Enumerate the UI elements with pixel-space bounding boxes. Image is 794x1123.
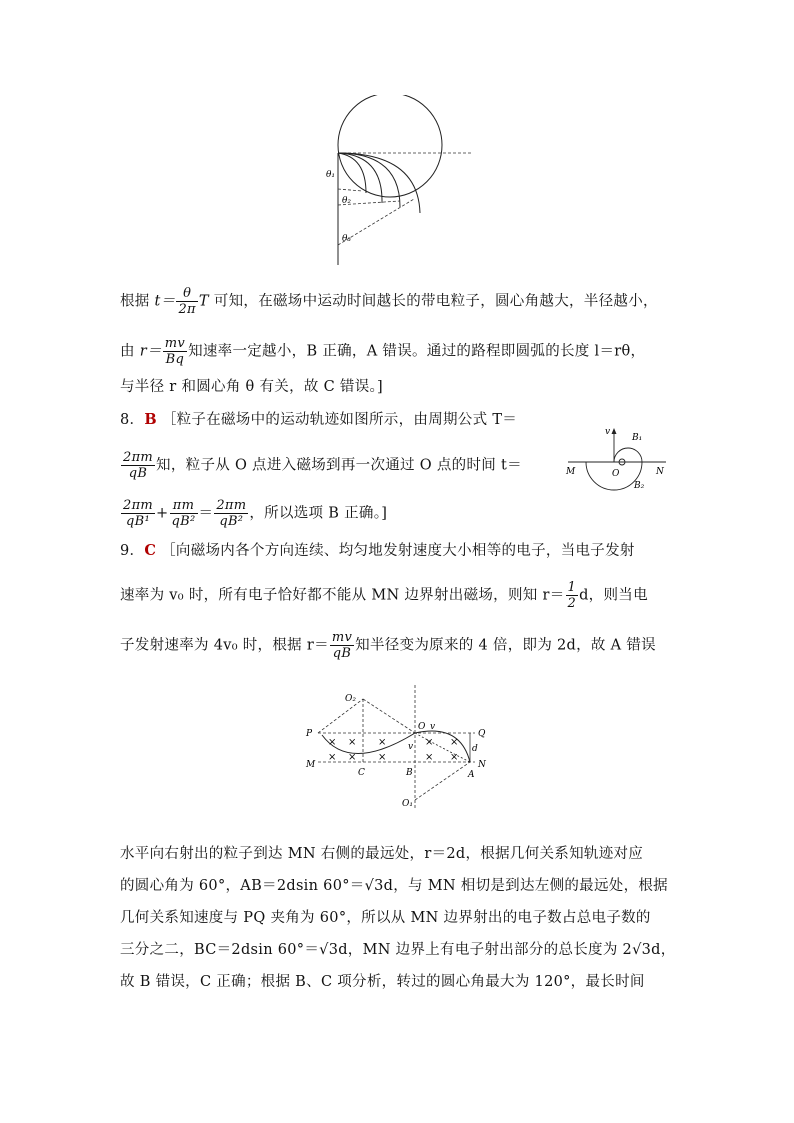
para-line-4: 三分之二，BC＝2dsin 60°＝√3d，MN 边界上有电子射出部分的总长度为 2√3d，	[120, 942, 676, 958]
v2-label: v	[408, 742, 414, 752]
para-line-1: 水平向右射出的粒子到达 MN 右侧的最远处，r＝2d，根据几何关系知轨迹对应	[120, 846, 644, 862]
b1-label: B₁	[632, 433, 643, 443]
svg-text:×: ×	[348, 752, 357, 763]
theta3-label: θ₃	[342, 234, 352, 244]
theta1-label: θ₁	[326, 170, 336, 180]
svg-text:×: ×	[450, 737, 459, 748]
n-label: N	[478, 760, 486, 770]
text-line-1: 根据 t＝ $\frac{\theta}{2\pi}$ T 可知，在磁场中运动时间越长的带电粒子，圆心角越大，半径越小，	[120, 286, 658, 317]
figure-q9-magnetic-field	[300, 685, 500, 815]
n-label: N	[656, 467, 664, 477]
q9-answer: C	[144, 542, 157, 559]
d-label: d	[472, 744, 478, 754]
b2-label: B₂	[634, 481, 645, 491]
q8-line-3: $\frac{2\pi m}{\text{qB¹}}$ + $\frac{\pi m}{\text{qB²}}$ ＝ $\frac{2\pi m}{\text{qB²}}$ ，所以选项 B 正确。]	[123, 498, 388, 529]
q9-line-2: 速率为 v₀ 时，所有电子恰好都不能从 MN 边界射出磁场，则知 r＝ $\frac{1}{2}$ d，则当电	[120, 580, 648, 611]
c-label: C	[358, 768, 365, 778]
q8-line-2: $\frac{2\pi m}{qB}$ 知，粒子从 O 点进入磁场到再一次通过 O 点的时间 t＝	[123, 450, 522, 481]
o1-label: O₁	[402, 799, 413, 809]
fraction-mv-bq: $\frac{mv}{Bq}$	[164, 336, 186, 367]
para-line-5: 故 B 错误，C 正确；根据 B、C 项分析，转过的圆心角最大为 120°，最长时间	[120, 974, 645, 990]
o2-label: O₂	[345, 694, 356, 704]
svg-text:×: ×	[425, 737, 434, 748]
q9-line-3: 子发射速率为 4v₀ 时，根据 r＝ $\frac{mv}{qB}$ 知半径变为原来的 4 倍，即为 2d，故 A 错误	[120, 630, 656, 661]
para-line-3: 几何关系知速度与 PQ 夹角为 60°，所以从 MN 边界射出的电子数占总电子数的	[120, 910, 651, 926]
o-label: O	[418, 722, 426, 732]
text-line-3: 与半径 r 和圆心角 θ 有关，故 C 错误。]	[120, 379, 384, 395]
svg-text:×: ×	[328, 737, 337, 748]
q-label: Q	[478, 729, 486, 739]
figure-circle-trajectories	[318, 95, 483, 270]
q8-answer: B	[144, 411, 157, 428]
a-label: A	[468, 770, 475, 780]
fraction-theta-2pi: $\frac{\theta}{2\pi}$	[178, 286, 196, 317]
svg-text:×: ×	[378, 737, 387, 748]
p-label: P	[306, 729, 313, 739]
svg-text:×: ×	[328, 752, 337, 763]
svg-text:×: ×	[450, 752, 459, 763]
figure-q8-trajectory	[562, 422, 677, 494]
svg-text:×: ×	[348, 737, 357, 748]
v-label: v	[430, 722, 436, 732]
m-label: M	[566, 467, 576, 477]
text-line-2: 由 r＝ $\frac{mv}{Bq}$ 知速率一定越小，B 正确，A 错误。通过的路程即圆弧的长度 l＝rθ，	[120, 336, 646, 367]
q9-line-1: 9．C ［向磁场内各个方向连续、均匀地发射速度大小相等的电子，当电子发射	[120, 542, 635, 559]
svg-text:×: ×	[378, 752, 387, 763]
v-label: v	[605, 427, 611, 437]
para-line-2: 的圆心角为 60°，AB＝2dsin 60°＝√3d，与 MN 相切是到达左侧的最远处，根据	[120, 878, 668, 894]
fraction-2pim-qb: $\frac{2\pi m}{qB}$	[123, 450, 154, 481]
svg-text:×: ×	[425, 752, 434, 763]
q8-line-1: 8．B ［粒子在磁场中的运动轨迹如图所示，由周期公式 T＝	[120, 411, 518, 428]
b-label: B	[406, 768, 413, 778]
theta2-label: θ₂	[342, 196, 352, 206]
o-label: O	[612, 469, 620, 479]
m-label: M	[306, 760, 316, 770]
